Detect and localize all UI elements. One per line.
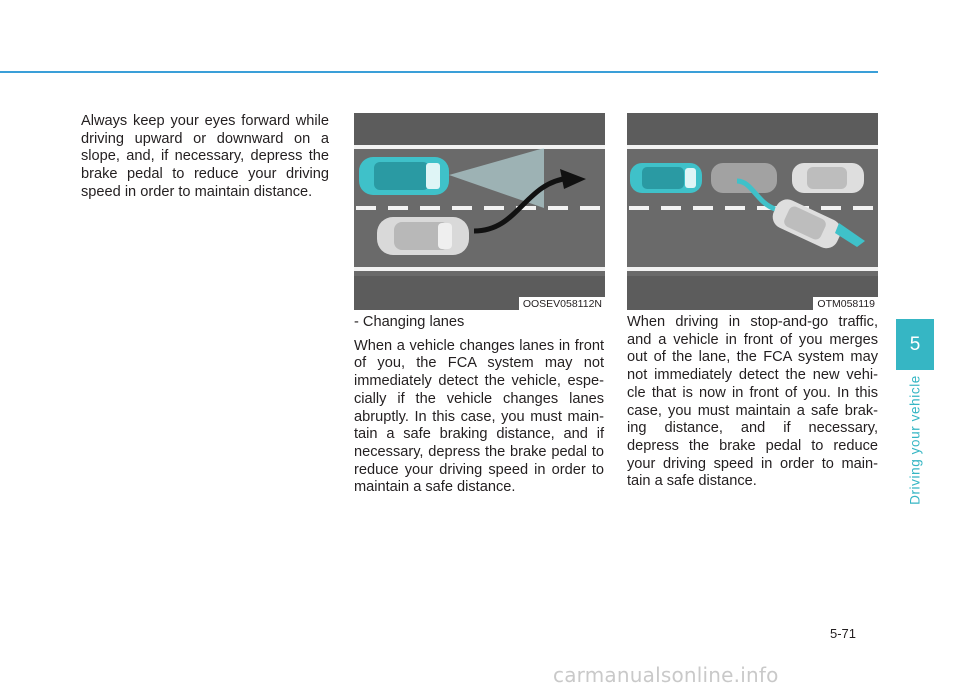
lane-change-illustration — [354, 113, 605, 310]
stop-and-go-illustration — [627, 113, 878, 310]
watermark: carmanualsonline.info — [553, 663, 779, 687]
header-rule — [0, 71, 878, 73]
text-column-1 — [81, 113, 329, 208]
figure-stop-and-go — [627, 113, 878, 310]
paragraph: When a vehicle changes lanes in front of you, the FCA system may not immediately detect the vehicle, espe-cially if the vehicle changes lanes abruptly. In this case, you must main-tain a safe braking distance, and if necessary, depress the brake pedal to reduce your driving speed in order to maintain a safe distance. — [354, 337, 604, 496]
lane-line-bottom — [354, 267, 605, 271]
paragraph: When driving in stop-and-go traffic, and a vehicle in front of you merges out of the lane, the FCA system may not immediately detect the new vehi-cle that is now in front of you. In this case, you must maintain a safe brak-ing distance, and if necessary, depress the brake pedal to reduce your driving speed in order to main-tain a safe distance. — [627, 314, 878, 490]
lane-line-top — [627, 145, 878, 149]
front-car-ghost — [711, 163, 777, 193]
chapter-title: Driving your vehicle — [907, 375, 923, 505]
chapter-number-tab: 5 — [896, 319, 934, 370]
lane-line-bottom — [627, 267, 878, 271]
text-column-2 — [354, 314, 604, 503]
lane-line-top — [354, 145, 605, 149]
paragraph: Always keep your eyes forward while driving upward or downward on a slope, and, if necessary, depress the brake pedal to reduce your driving speed in order to maintain distance. — [81, 113, 329, 200]
subheading: - Changing lanes — [354, 314, 465, 330]
page-number: 5-71 — [830, 626, 857, 641]
text-column-3 — [627, 314, 878, 497]
own-car — [359, 157, 449, 195]
merging-car — [377, 217, 469, 255]
figure-code: OOSEV058112N — [519, 297, 605, 310]
far-car — [792, 163, 864, 193]
own-car — [630, 163, 702, 193]
figure-changing-lanes — [354, 113, 605, 310]
figure-code: OTM058119 — [813, 297, 878, 310]
